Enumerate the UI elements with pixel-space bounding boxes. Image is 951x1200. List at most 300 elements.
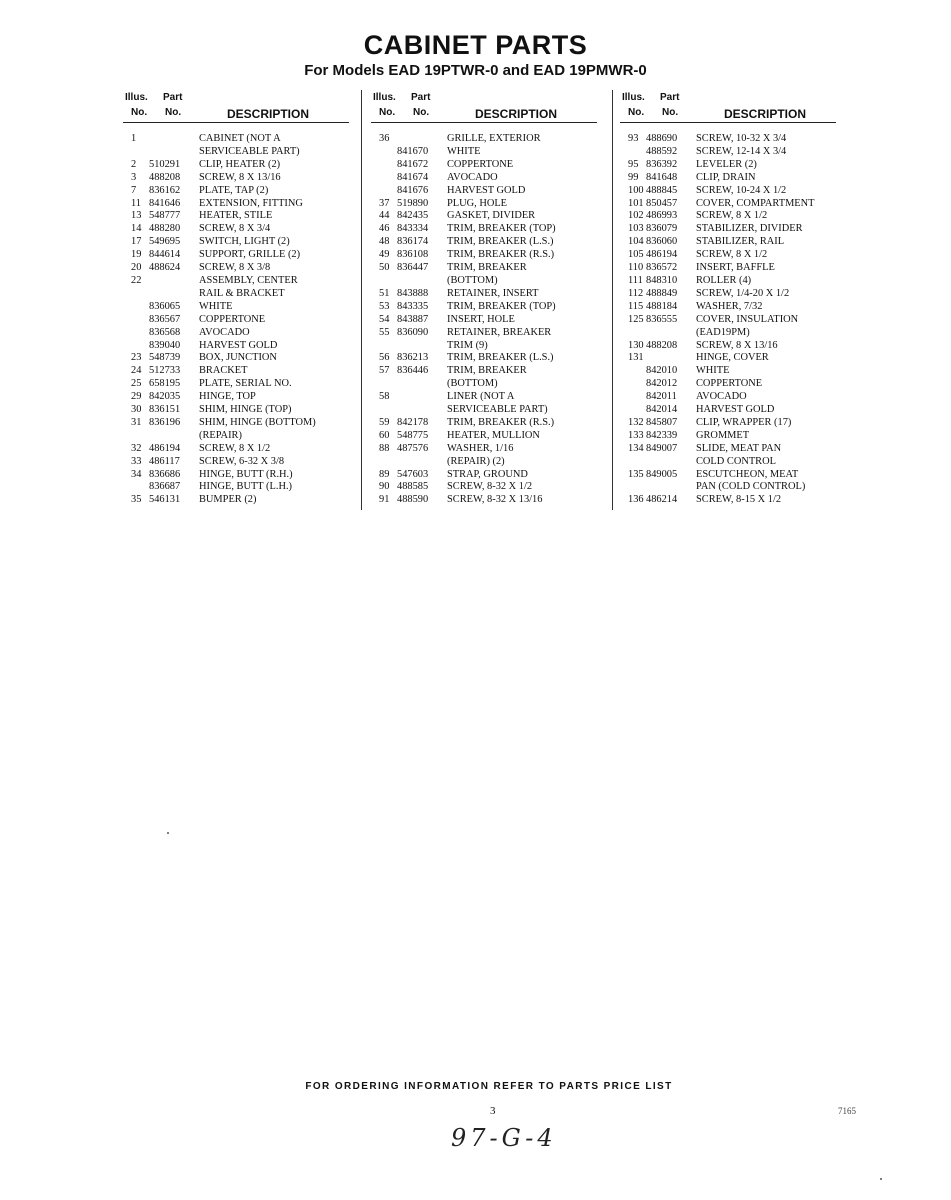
description: PLATE, TAP (2) — [199, 184, 269, 196]
illus-no: 50 — [379, 262, 390, 274]
description: HEATER, MULLION — [447, 429, 540, 441]
scan-speck — [880, 1178, 882, 1180]
illus-no: 136 — [628, 494, 644, 506]
illus-no: 125 — [628, 313, 644, 325]
part-row — [123, 352, 349, 365]
description: SCREW, 10-24 X 1/2 — [696, 184, 787, 196]
description: COPPERTONE — [199, 313, 266, 325]
illus-no: 53 — [379, 300, 390, 312]
header-description: DESCRIPTION — [724, 107, 807, 121]
description: SCREW, 8 X 1/2 — [696, 249, 768, 261]
illus-no: 19 — [131, 249, 142, 261]
part-row — [620, 352, 836, 365]
part-row — [123, 249, 349, 262]
part-no: 488592 — [646, 145, 678, 157]
description: WASHER, 1/16 — [447, 442, 514, 454]
illus-no: 48 — [379, 236, 390, 248]
description: BOX, JUNCTION — [199, 352, 277, 364]
description: SCREW, 6-32 X 3/8 — [199, 455, 285, 467]
part-row — [620, 430, 836, 443]
part-row — [371, 275, 597, 288]
part-no: 842035 — [149, 391, 181, 403]
part-row — [371, 159, 597, 172]
part-no: 849007 — [646, 442, 678, 454]
illus-no — [371, 185, 397, 198]
description: SCREW, 10-32 X 3/4 — [696, 133, 787, 144]
header-illus-no: No. — [379, 107, 396, 118]
description: EXTENSION, FITTING — [199, 197, 303, 209]
description: SCREW, 8 X 13/16 — [199, 171, 281, 183]
illus-no: 111 — [628, 274, 643, 286]
part-no: 843888 — [397, 287, 429, 299]
handwritten-note: 97-G-4 — [451, 1124, 557, 1152]
part-row — [620, 172, 836, 185]
header-illus-no: No. — [628, 107, 645, 118]
description: WHITE — [447, 145, 481, 157]
part-no — [397, 391, 447, 404]
illus-no: 54 — [379, 313, 390, 325]
part-row — [620, 275, 836, 288]
part-row — [123, 481, 349, 494]
part-no: 510291 — [149, 158, 181, 170]
part-no: 548777 — [149, 210, 181, 222]
part-row — [123, 133, 349, 146]
description: INSERT, HOLE — [447, 313, 515, 325]
part-row — [620, 378, 836, 391]
description: CABINET (NOT A — [199, 133, 281, 144]
illus-no: 44 — [379, 210, 390, 222]
description: HINGE, COVER — [696, 352, 769, 364]
description: LINER (NOT A — [447, 391, 515, 403]
part-row — [123, 443, 349, 456]
part-no: 841674 — [397, 171, 429, 183]
illus-no — [371, 146, 397, 159]
part-no: 843887 — [397, 313, 429, 325]
illus-no: 22 — [131, 274, 142, 286]
part-row — [123, 301, 349, 314]
part-row — [123, 288, 349, 301]
part-no: 836196 — [149, 416, 181, 428]
illus-no — [123, 340, 149, 353]
illus-no: 20 — [131, 262, 142, 274]
parts-list — [371, 133, 597, 507]
description: BUMPER (2) — [199, 494, 257, 506]
description: COLD CONTROL — [696, 455, 776, 467]
part-row — [123, 146, 349, 159]
part-no: 836079 — [646, 223, 678, 235]
part-no: 488184 — [646, 300, 678, 312]
part-row — [371, 210, 597, 223]
part-row — [371, 391, 597, 404]
description: PLATE, SERIAL NO. — [199, 378, 292, 390]
description: SHIM, HINGE (BOTTOM) — [199, 416, 316, 428]
part-row — [123, 198, 349, 211]
part-row — [620, 133, 836, 146]
part-row — [371, 172, 597, 185]
illus-no: 99 — [628, 171, 639, 183]
part-no: 549695 — [149, 236, 181, 248]
part-no — [397, 133, 447, 146]
description: SCREW, 12-14 X 3/4 — [696, 145, 787, 157]
description: SCREW, 8-32 X 1/2 — [447, 481, 533, 493]
description: CLIP, WRAPPER (17) — [696, 416, 792, 428]
part-no: 842339 — [646, 429, 678, 441]
part-row — [620, 481, 836, 494]
illus-no: 133 — [628, 429, 644, 441]
part-no: 488845 — [646, 184, 678, 196]
description: (REPAIR) (2) — [447, 455, 505, 467]
parts-list — [123, 133, 349, 507]
illus-no: 132 — [628, 416, 644, 428]
illus-no: 33 — [131, 455, 142, 467]
part-no: 547603 — [397, 468, 429, 480]
part-row — [371, 481, 597, 494]
part-row — [620, 223, 836, 236]
part-no: 836151 — [149, 404, 181, 416]
description: SHIM, HINGE (TOP) — [199, 404, 292, 416]
illus-no: 105 — [628, 249, 644, 261]
part-no: 836392 — [646, 158, 678, 170]
description: PLUG, HOLE — [447, 197, 508, 209]
part-row — [123, 327, 349, 340]
illus-no: 102 — [628, 210, 644, 222]
illus-no: 130 — [628, 339, 644, 351]
header-part: Part — [163, 92, 183, 103]
part-row — [620, 159, 836, 172]
part-row — [371, 404, 597, 417]
description: PAN (COLD CONTROL) — [696, 481, 806, 493]
part-row — [620, 236, 836, 249]
part-row — [620, 494, 836, 507]
part-no: 836555 — [646, 313, 678, 325]
part-row — [620, 327, 836, 340]
illus-no: 2 — [131, 158, 137, 170]
parts-list — [620, 133, 836, 507]
part-no: 836065 — [149, 300, 181, 312]
part-row — [620, 340, 836, 353]
description: AVOCADO — [696, 391, 747, 403]
part-row — [123, 378, 349, 391]
illus-no: 115 — [628, 300, 644, 312]
part-no: 841676 — [397, 184, 429, 196]
part-no: 486117 — [149, 455, 180, 467]
part-row — [371, 185, 597, 198]
illus-no — [620, 378, 646, 391]
part-no: 842014 — [646, 404, 678, 416]
illus-no: 56 — [379, 352, 390, 364]
part-row — [371, 301, 597, 314]
description: HEATER, STILE — [199, 210, 273, 222]
part-row — [620, 301, 836, 314]
part-no: 658195 — [149, 378, 181, 390]
part-no: 845807 — [646, 416, 678, 428]
header-illus: Illus. — [373, 92, 396, 103]
part-no: 839040 — [149, 339, 181, 351]
part-row — [371, 456, 597, 469]
part-no: 836213 — [397, 352, 429, 364]
description: SERVICEABLE PART) — [199, 145, 300, 157]
illus-no: 31 — [131, 416, 142, 428]
illus-no: 93 — [628, 133, 639, 144]
illus-no: 104 — [628, 236, 644, 248]
illus-no: 101 — [628, 197, 644, 209]
description: TRIM, BREAKER — [447, 262, 527, 274]
illus-no — [123, 314, 149, 327]
part-no: 842178 — [397, 416, 429, 428]
description: HINGE, BUTT (R.H.) — [199, 468, 293, 480]
description: SCREW, 8 X 13/16 — [696, 339, 778, 351]
part-row — [371, 327, 597, 340]
part-row — [371, 365, 597, 378]
part-row — [123, 236, 349, 249]
part-no: 842435 — [397, 210, 429, 222]
description: (BOTTOM) — [447, 274, 498, 286]
description: TRIM, BREAKER (R.S.) — [447, 249, 555, 261]
illus-no: 131 — [628, 352, 644, 364]
header-description: DESCRIPTION — [227, 107, 310, 121]
part-row — [123, 223, 349, 236]
part-no: 512733 — [149, 365, 181, 377]
part-row — [123, 275, 349, 288]
part-row — [123, 456, 349, 469]
description: GROMMET — [696, 429, 750, 441]
illus-no: 91 — [379, 494, 390, 506]
part-no: 486194 — [646, 249, 678, 261]
part-no: 841672 — [397, 158, 429, 170]
description: SCREW, 8 X 3/4 — [199, 223, 271, 235]
part-no: 519890 — [397, 197, 429, 209]
part-row — [620, 456, 836, 469]
part-no: 488280 — [149, 223, 181, 235]
header-description: DESCRIPTION — [475, 107, 558, 121]
illus-no: 51 — [379, 287, 390, 299]
column-header — [123, 90, 349, 123]
part-no: 848310 — [646, 274, 678, 286]
part-no: 836568 — [149, 326, 181, 338]
part-no: 486214 — [646, 494, 678, 506]
part-no: 843335 — [397, 300, 429, 312]
part-row — [371, 133, 597, 146]
part-row — [123, 262, 349, 275]
illus-no — [620, 146, 646, 159]
description: (EAD19PM) — [696, 326, 750, 338]
part-row — [620, 417, 836, 430]
description: RETAINER, BREAKER — [447, 326, 552, 338]
part-no: 548739 — [149, 352, 181, 364]
ordering-info-note: FOR ORDERING INFORMATION REFER TO PARTS PRICE LIST — [305, 1081, 673, 1092]
part-row — [371, 469, 597, 482]
description: BRACKET — [199, 365, 248, 377]
part-no: 486194 — [149, 442, 181, 454]
illus-no: 60 — [379, 429, 390, 441]
part-no: 488585 — [397, 481, 429, 493]
illus-no: 112 — [628, 287, 644, 299]
part-no: 842010 — [646, 365, 678, 377]
part-row — [371, 146, 597, 159]
illus-no: 37 — [379, 197, 390, 209]
illus-no: 57 — [379, 365, 390, 377]
description: ASSEMBLY, CENTER — [199, 274, 298, 286]
part-no: 488849 — [646, 287, 678, 299]
description: AVOCADO — [447, 171, 498, 183]
part-no: 836174 — [397, 236, 429, 248]
part-row — [620, 365, 836, 378]
column-divider — [612, 90, 613, 510]
description: COVER, COMPARTMENT — [696, 197, 815, 209]
description: SCREW, 8 X 1/2 — [696, 210, 768, 222]
description: LEVELER (2) — [696, 158, 757, 170]
part-row — [123, 340, 349, 353]
illus-no — [371, 159, 397, 172]
illus-no — [123, 481, 149, 494]
part-no: 836108 — [397, 249, 429, 261]
part-no: 841646 — [149, 197, 181, 209]
description: HARVEST GOLD — [696, 404, 775, 416]
description: CLIP, DRAIN — [696, 171, 756, 183]
illus-no: 34 — [131, 468, 142, 480]
part-row — [123, 404, 349, 417]
part-row — [123, 469, 349, 482]
header-illus: Illus. — [125, 92, 148, 103]
part-row — [123, 159, 349, 172]
header-illus: Illus. — [622, 92, 645, 103]
part-no: 842012 — [646, 378, 678, 390]
part-row — [123, 172, 349, 185]
description: SCREW, 1/4-20 X 1/2 — [696, 287, 790, 299]
illus-no: 49 — [379, 249, 390, 261]
description: GRILLE, EXTERIOR — [447, 133, 541, 144]
part-no: 836687 — [149, 481, 181, 493]
part-row — [371, 378, 597, 391]
description: RAIL & BRACKET — [199, 287, 285, 299]
part-no — [149, 133, 199, 146]
part-row — [371, 288, 597, 301]
illus-no — [620, 391, 646, 404]
part-no: 836446 — [397, 365, 429, 377]
description: TRIM, BREAKER (R.S.) — [447, 416, 555, 428]
description: STABILIZER, DIVIDER — [696, 223, 803, 235]
part-row — [620, 146, 836, 159]
description: HARVEST GOLD — [199, 339, 278, 351]
document-code: 7165 — [838, 1106, 856, 1116]
part-row — [371, 262, 597, 275]
illus-no: 135 — [628, 468, 644, 480]
description: (REPAIR) — [199, 429, 242, 441]
part-row — [123, 210, 349, 223]
description: TRIM (9) — [447, 339, 488, 351]
illus-no: 103 — [628, 223, 644, 235]
description: WHITE — [199, 300, 233, 312]
illus-no: 7 — [131, 184, 137, 196]
part-no: 836686 — [149, 468, 181, 480]
part-no: 548775 — [397, 429, 429, 441]
header-part-no: No. — [413, 107, 430, 118]
description: WASHER, 7/32 — [696, 300, 763, 312]
part-row — [371, 236, 597, 249]
part-row — [123, 494, 349, 507]
part-no: 841648 — [646, 171, 678, 183]
description: TRIM, BREAKER — [447, 365, 527, 377]
description: STRAP, GROUND — [447, 468, 528, 480]
illus-no: 23 — [131, 352, 142, 364]
description: TRIM, BREAKER (TOP) — [447, 300, 556, 312]
page-title: CABINET PARTS — [363, 30, 588, 60]
part-no: 836572 — [646, 262, 678, 274]
description: HINGE, BUTT (L.H.) — [199, 481, 293, 493]
parts-column-3 — [620, 90, 836, 507]
part-no: 836060 — [646, 236, 678, 248]
illus-no — [123, 327, 149, 340]
part-no: 850457 — [646, 197, 678, 209]
illus-no — [620, 365, 646, 378]
column-header — [371, 90, 597, 123]
illus-no — [123, 301, 149, 314]
description: COPPERTONE — [447, 158, 514, 170]
description: STABILIZER, RAIL — [696, 236, 785, 248]
part-no: 842011 — [646, 391, 677, 403]
part-no: 488690 — [646, 133, 678, 144]
part-row — [620, 210, 836, 223]
header-part: Part — [411, 92, 431, 103]
part-row — [620, 185, 836, 198]
description: GASKET, DIVIDER — [447, 210, 536, 222]
illus-no: 95 — [628, 158, 639, 170]
part-no: 844614 — [149, 249, 181, 261]
header-part-no: No. — [662, 107, 679, 118]
header-part-no: No. — [165, 107, 182, 118]
part-row — [371, 223, 597, 236]
illus-no: 3 — [131, 171, 137, 183]
part-no — [149, 275, 199, 288]
illus-no: 89 — [379, 468, 390, 480]
illus-no: 46 — [379, 223, 390, 235]
illus-no: 110 — [628, 262, 644, 274]
description: ROLLER (4) — [696, 274, 752, 286]
description: INSERT, BAFFLE — [696, 262, 775, 274]
illus-no: 13 — [131, 210, 142, 222]
part-no: 488590 — [397, 494, 429, 506]
header-illus-no: No. — [131, 107, 148, 118]
part-row — [620, 469, 836, 482]
illus-no: 1 — [131, 133, 137, 144]
illus-no: 134 — [628, 442, 644, 454]
description: HARVEST GOLD — [447, 184, 526, 196]
part-row — [620, 249, 836, 262]
page-number: 3 — [490, 1105, 496, 1117]
description: TRIM, BREAKER (TOP) — [447, 223, 556, 235]
description: AVOCADO — [199, 326, 250, 338]
description: SCREW, 8 X 3/8 — [199, 262, 271, 274]
part-no: 488208 — [646, 339, 678, 351]
illus-no: 30 — [131, 404, 142, 416]
illus-no: 59 — [379, 416, 390, 428]
part-row — [371, 340, 597, 353]
description: SCREW, 8 X 1/2 — [199, 442, 271, 454]
description: ESCUTCHEON, MEAT — [696, 468, 799, 480]
description: SCREW, 8-15 X 1/2 — [696, 494, 782, 506]
part-no: 849005 — [646, 468, 678, 480]
description: TRIM, BREAKER (L.S.) — [447, 352, 554, 364]
description: SLIDE, MEAT PAN — [696, 442, 782, 454]
part-row — [371, 430, 597, 443]
illus-no: 88 — [379, 442, 390, 454]
parts-column-1 — [123, 90, 349, 507]
part-no: 546131 — [149, 494, 181, 506]
illus-no: 14 — [131, 223, 142, 235]
part-row — [620, 314, 836, 327]
part-row — [123, 430, 349, 443]
illus-no: 100 — [628, 184, 644, 196]
